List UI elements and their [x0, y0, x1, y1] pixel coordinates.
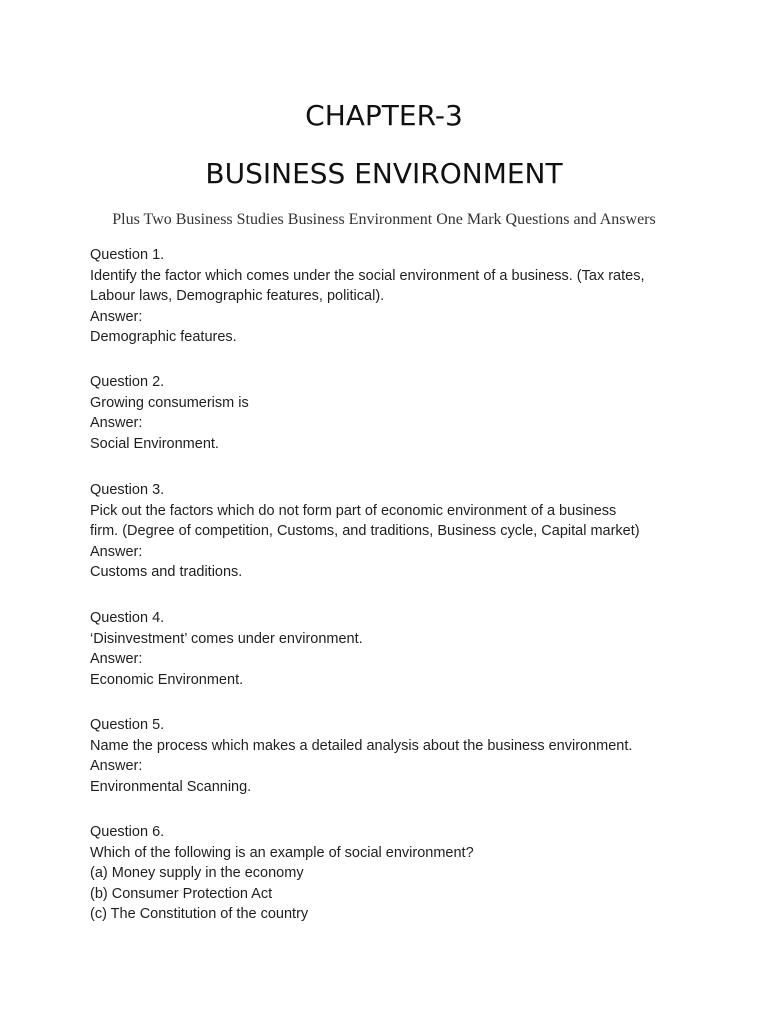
- question-text-line: firm. (Degree of competition, Customs, and traditions, Business cycle, Capital market): [90, 523, 640, 539]
- answer-text: Social Environment.: [90, 435, 219, 452]
- question-label: Question 6.: [90, 824, 165, 840]
- answer-text: Economic Environment.: [90, 671, 244, 688]
- answer-label: Answer:: [90, 543, 143, 560]
- question-text-line: Identify the factor which comes under the social environment of a business. (Tax rates,: [90, 267, 645, 284]
- answer-text: Environmental Scanning.: [90, 778, 252, 795]
- question-text-line: Name the process which makes a detailed analysis about the business environment.: [90, 737, 633, 754]
- answer-label: Answer:: [90, 651, 143, 667]
- question-block-4: [90, 608, 690, 690]
- question-block-3: [90, 480, 690, 583]
- answer-text: Demographic features.: [90, 329, 237, 345]
- page-title: BUSINESS ENVIRONMENT: [205, 157, 563, 190]
- answer-text: Customs and traditions.: [90, 564, 243, 580]
- answer-label: Answer:: [90, 758, 143, 774]
- question-block-6: [90, 822, 690, 925]
- question-text-line: Labour laws, Demographic features, political).: [90, 288, 385, 304]
- question-option: (b) Consumer Protection Act: [90, 885, 273, 902]
- question-label: Question 3.: [90, 482, 165, 498]
- question-option: (c) The Constitution of the country: [90, 906, 309, 922]
- question-text-line: Growing consumerism is: [90, 394, 249, 411]
- question-label: Question 4.: [90, 610, 165, 626]
- question-label: Question 5.: [90, 717, 165, 733]
- answer-label: Answer:: [90, 415, 143, 431]
- answer-label: Answer:: [90, 308, 143, 325]
- question-option: (a) Money supply in the economy: [90, 865, 304, 881]
- question-text-line: ‘Disinvestment’ comes under environment.: [90, 630, 363, 647]
- chapter-heading: CHAPTER-3: [305, 99, 463, 132]
- question-block-5: [90, 715, 690, 797]
- question-label: Question 2.: [90, 374, 165, 390]
- question-text-line: Which of the following is an example of social environment?: [90, 844, 474, 861]
- question-label: Question 1.: [90, 247, 165, 263]
- page-subtitle: Plus Two Business Studies Business Environment One Mark Questions and Answers: [112, 211, 656, 228]
- question-text-line: Pick out the factors which do not form part of economic environment of a business: [90, 502, 617, 519]
- question-block-2: [90, 372, 690, 454]
- question-block-1: [90, 245, 690, 348]
